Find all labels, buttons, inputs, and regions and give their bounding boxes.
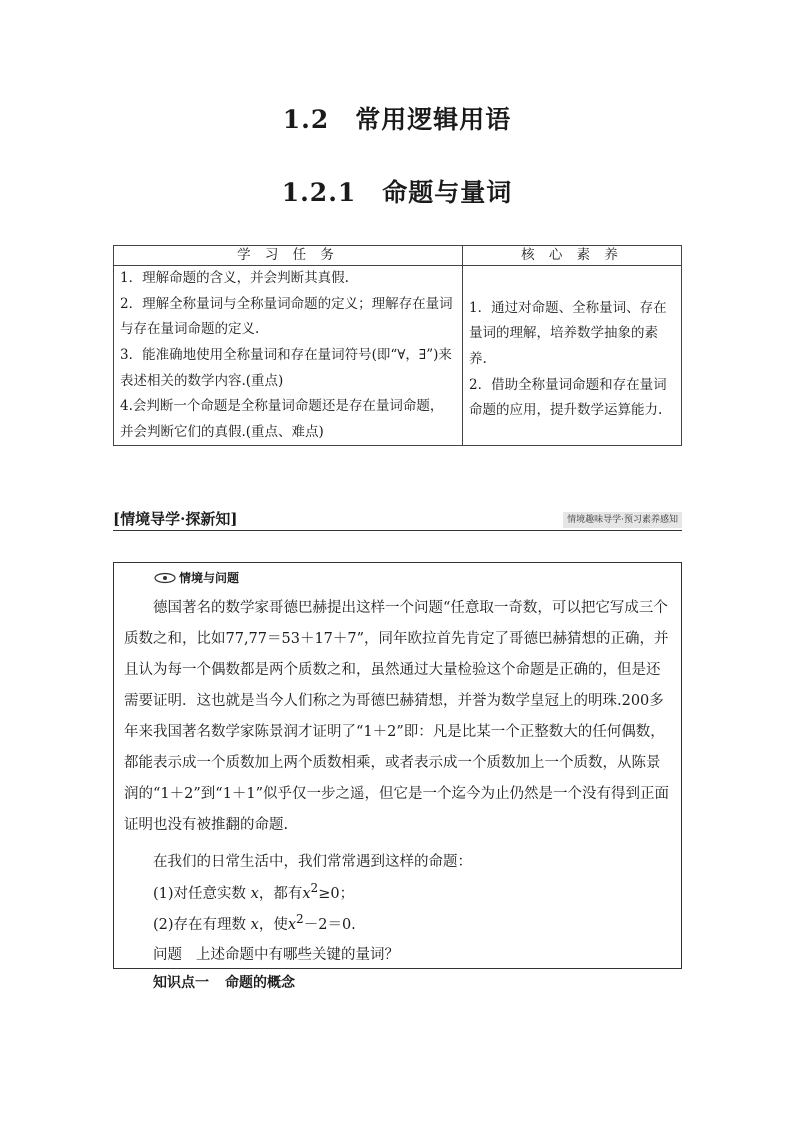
literacy-item: 2．借助全称量词命题和存在量词命题的应用，提升数学运算能力. <box>469 376 667 419</box>
header-core-literacy: 核 心 素 养 <box>463 246 682 266</box>
proposition-1 <box>153 881 354 903</box>
knowledge-point-label: 知识点一 <box>153 975 209 991</box>
proposition-2-mid: ，使 <box>258 916 288 933</box>
header-learning-tasks: 学 习 任 务 <box>114 246 463 266</box>
core-literacy-cell <box>463 266 682 446</box>
task-item: 4.会判断一个命题是全称量词命题还是存在量词命题，并会判断它们的真假.(重点、难点) <box>120 398 444 440</box>
question-text: 上述命题中有哪些关键的量词？ <box>196 947 399 963</box>
banner-title: [情境导学·探新知] <box>113 510 238 528</box>
objectives-table <box>113 245 682 446</box>
situation-paragraph: 德国著名的数学家哥德巴赫提出这样一个问题“任意取一奇数，可以把它写成三个质数之和，比如77,77＝53＋17＋7”，同年欧拉首先肯定了哥德巴赫猜想的正确，并且认为每一个偶数都是两个质数之和，虽然通过大量检验这个命题是正确的，但是还需要证明．这也就是当今人们称之为哥德巴赫猜想，并誉为数学皇冠上的明珠.200多年来我国著名数学家陈景润才证明了“1＋2”即：凡是比某一个正整数大的任何偶数，都能表示成一个质数加上两个质数相乘，或者表示成一个质数加上一个质数，从陈景润的“1＋2”到“1＋1”似乎仅一步之遥，但它是一个迄今为止仍然是一个没有得到正面证明也没有被推翻的命题. <box>124 600 670 833</box>
section-banner <box>113 508 682 531</box>
task-item: 1．理解命题的含义，并会判断其真假. <box>120 270 349 286</box>
proposition-2-suffix: －2＝0. <box>303 916 356 933</box>
learning-tasks-cell <box>114 266 463 446</box>
scroll-icon <box>154 572 176 584</box>
proposition-1-mid: ，都有 <box>258 885 303 902</box>
proposition-2 <box>153 912 356 934</box>
banner-tag: 情境趣味导学·预习素养感知 <box>563 512 682 528</box>
exponent: 2 <box>296 912 304 926</box>
situation-label: 情境与问题 <box>179 571 240 585</box>
page-title: 1.2 常用逻辑用语 <box>282 105 512 134</box>
knowledge-point-heading <box>153 972 295 992</box>
proposition-1-prefix: (1)对任意实数 <box>153 885 247 902</box>
variable: x <box>250 885 259 902</box>
literacy-item: 1．通过对命题、全称量词、存在量词的理解，培养数学抽象的素养. <box>469 299 667 367</box>
task-item: 3．能准确地使用全称量词和存在量词符号(即“∀，∃”)来表述相关的数学内容.(重点) <box>120 346 452 389</box>
variable: x <box>287 916 297 933</box>
proposition-2-prefix: (2)存在有理数 <box>153 916 247 933</box>
variable: x <box>250 916 259 933</box>
task-item: 2．理解全称量词与全称量词命题的定义；理解存在量词与存在量词命题的定义. <box>120 295 453 338</box>
situation-box <box>113 562 682 969</box>
proposition-1-suffix: ≥0； <box>318 885 355 902</box>
question-label: 问题 <box>153 947 182 963</box>
question-line <box>153 943 399 964</box>
variable: x <box>302 885 311 902</box>
section-title: 1.2.1 命题与量词 <box>281 178 513 207</box>
exponent: 2 <box>310 881 319 895</box>
situation-header <box>154 569 239 586</box>
intro-line: 在我们的日常生活中，我们常常遇到这样的命题： <box>153 854 472 870</box>
knowledge-point-title: 命题的概念 <box>225 975 295 991</box>
